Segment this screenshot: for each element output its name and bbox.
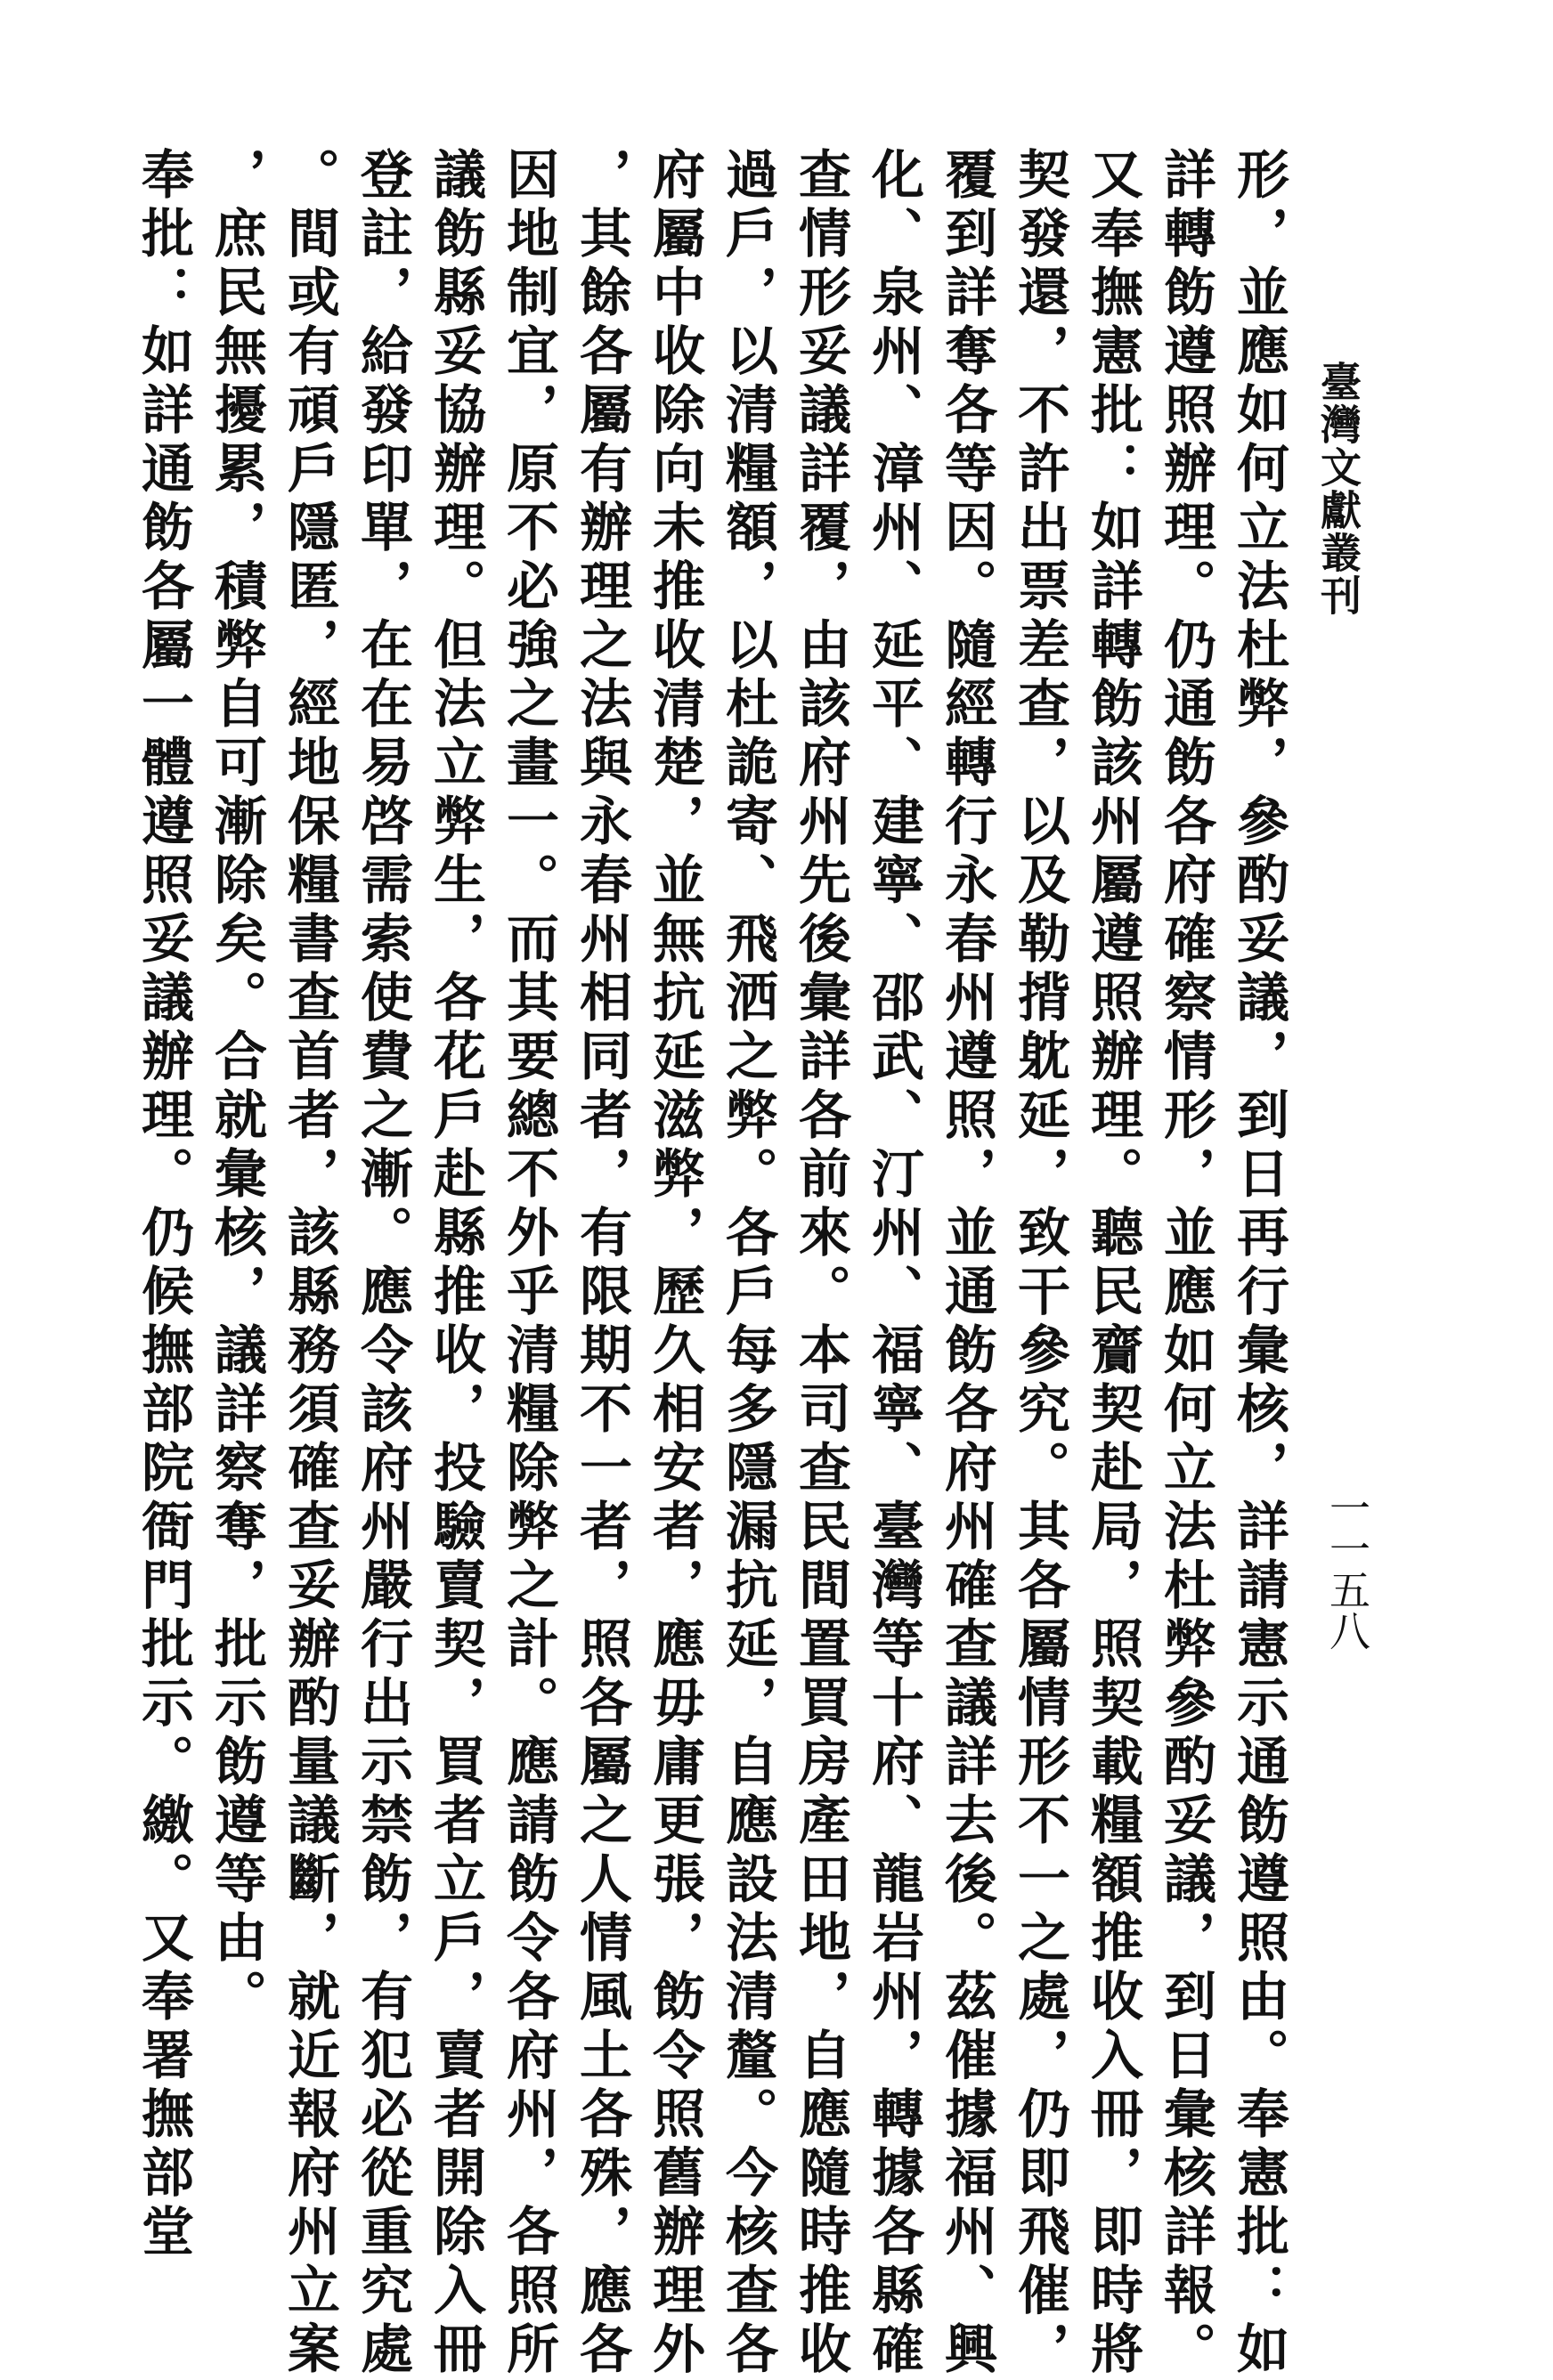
text-line: 化、泉州、漳州、延平、建寧、邵武、汀州、福寧、臺灣等十府、龍岩州，轉據各縣確 [863,147,924,2380]
text-line: 。間或有頑戶隱匿，經地保糧書查首者，該縣務須確查妥辦酌量議斷，就近報府州立案 [279,147,340,2380]
text-line: 覆到詳奪各等因。隨經轉行永春州遵照，並通飭各府州確查議詳去後。茲催據福州、興 [936,147,997,2380]
text-line: 奉批：如詳通飭各屬一體遵照妥議辦理。仍候撫部院衙門批示。繳。又奉署撫部堂 [133,147,194,2262]
text-line: 形，並應如何立法杜弊，參酌妥議，到日再行彙核，詳請憲示通飭遵照由。奉憲批：如 [1228,147,1289,2380]
text-line: 又奉撫憲批：如詳轉飭該州屬遵照辦理。聽民齎契赴局，照契載糧額推收入冊，即時將 [1082,147,1143,2380]
text-line: 契發還，不許出票差查，以及勒揹躭延，致干參究。其各屬情形不一之處，仍即飛催， [1009,147,1070,2380]
text-line: 過戶，以清糧額，以杜詭寄、飛洒之弊。各戶每多隱漏抗延，自應設法清釐。今核查各 [717,147,778,2380]
text-line: 查情形妥議詳覆，由該府州先後彙詳各前來。本司查民間置買房產田地，自應隨時推收 [790,147,851,2380]
page-number: 一一五八 [1323,1487,1371,1651]
text-line: 詳轉飭遵照辦理。仍通飭各府確察情形，並應如何立法杜弊參酌妥議，到日彙核詳報。 [1155,147,1216,2380]
text-line: 府屬中收除向未推收清楚，並無抗延滋弊，歷久相安者，應毋庸更張，飭令照舊辦理外 [644,147,705,2380]
text-line: 議飭縣妥協辦理。但法立弊生，各花戶赴縣推收，投驗賣契，買者立戶，賣者開除入冊 [425,147,486,2380]
document-body [119,147,1295,2380]
text-line: ，其餘各屬有辦理之法與永春州相同者，有限期不一者，照各屬之人情風土各殊，應各 [571,147,632,2380]
text-line: ，庶民無擾累，積弊自可漸除矣。合就彙核，議詳察奪，批示飭遵等由。 [206,147,267,2027]
book-title: 臺灣文獻叢刊 [1314,361,1362,617]
text-line: 登註，給發印單，在在易啓需索使費之漸。應令該府州嚴行出示禁飭，有犯必從重究處 [352,147,413,2380]
text-line: 因地制宜，原不必強之畫一。而其要總不外乎清糧除弊之計。應請飭令各府州，各照所 [498,147,559,2380]
